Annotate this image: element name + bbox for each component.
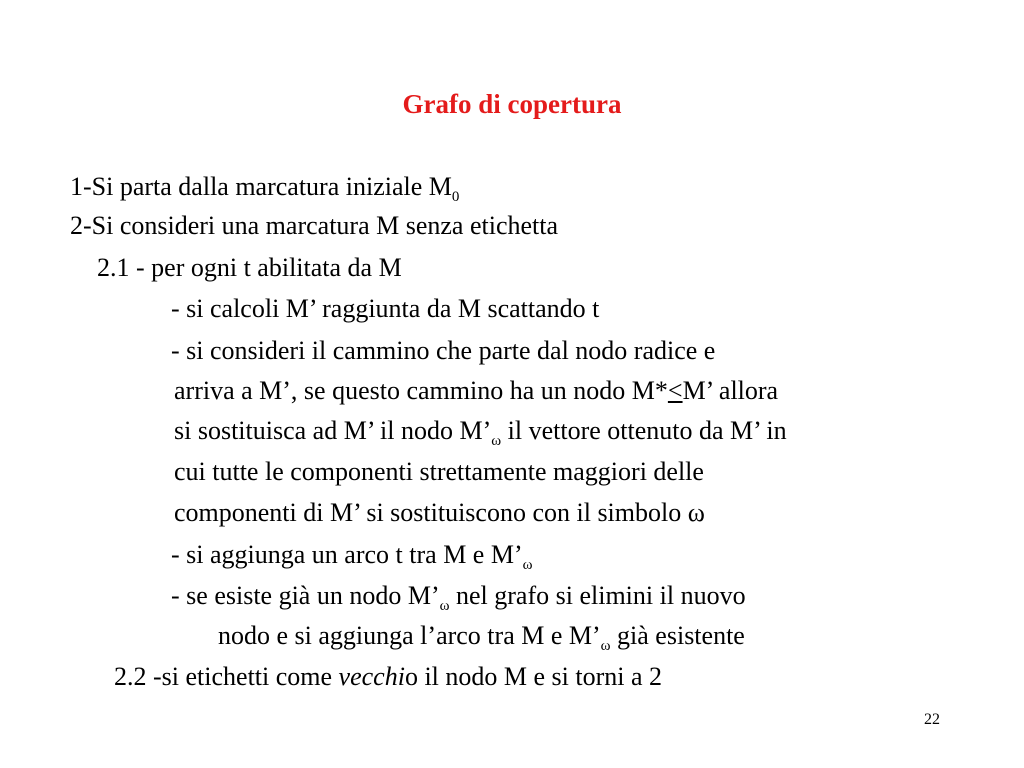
omega-subscript: ω	[600, 638, 611, 654]
page-number: 22	[924, 711, 940, 728]
step-2-2-line	[114, 660, 662, 694]
existing-node-2-part-b: già esistente	[610, 621, 745, 650]
step-1-subscript: 0	[451, 189, 460, 205]
step-1-line	[70, 170, 459, 204]
step-1-text: 1-Si parta dalla marcatura iniziale M	[70, 172, 452, 201]
step-2-line: 2-Si consideri una marcatura M senza etichetta	[70, 211, 559, 240]
add-arc-text: - si aggiunga un arco t tra M e M’	[171, 540, 523, 569]
path-line-2-part-c: M’ allora	[682, 376, 779, 405]
step-2-2-italic: vecchi	[338, 662, 405, 691]
bullet-path-line-4: cui tutte le componenti strettamente maggiori delle	[174, 457, 704, 486]
existing-node-part-b: nel grafo si elimini il nuovo	[449, 581, 746, 610]
step-2-1-line: 2.1 - per ogni t abilitata da M	[97, 253, 402, 282]
path-line-2-part-a: arriva a M’, se questo cammino ha un nodo M*	[174, 376, 668, 405]
leq-symbol: <	[667, 376, 683, 405]
bullet-existing-node-line	[171, 579, 746, 613]
bullet-path-line: - si consideri il cammino che parte dal nodo radice e	[171, 336, 716, 365]
slide-title: Grafo di copertura	[402, 89, 622, 119]
existing-node-2-part-a: nodo e si aggiunga l’arco tra M e M’	[218, 621, 601, 650]
step-2-2-part-b: o il nodo M e si torni a 2	[404, 662, 663, 691]
bullet-compute-line: - si calcoli M’ raggiunta da M scattando t	[171, 294, 600, 323]
omega-subscript: ω	[439, 598, 450, 614]
existing-node-part-a: - se esiste già un nodo M’	[171, 581, 440, 610]
bullet-path-line-2	[174, 374, 778, 408]
omega-subscript: ω	[491, 433, 502, 449]
bullet-path-line-5: componenti di M’ si sostituiscono con il simbolo ω	[174, 498, 705, 527]
bullet-path-line-3	[174, 414, 787, 448]
omega-subscript: ω	[522, 557, 533, 573]
bullet-existing-node-line-2	[218, 619, 745, 653]
path-line-3-part-a: si sostituisca ad M’ il nodo M’	[174, 416, 492, 445]
step-2-2-part-a: 2.2 -si etichetti come	[114, 662, 339, 691]
bullet-add-arc-line	[171, 538, 533, 572]
path-line-3-part-b: il vettore ottenuto da M’ in	[501, 416, 787, 445]
